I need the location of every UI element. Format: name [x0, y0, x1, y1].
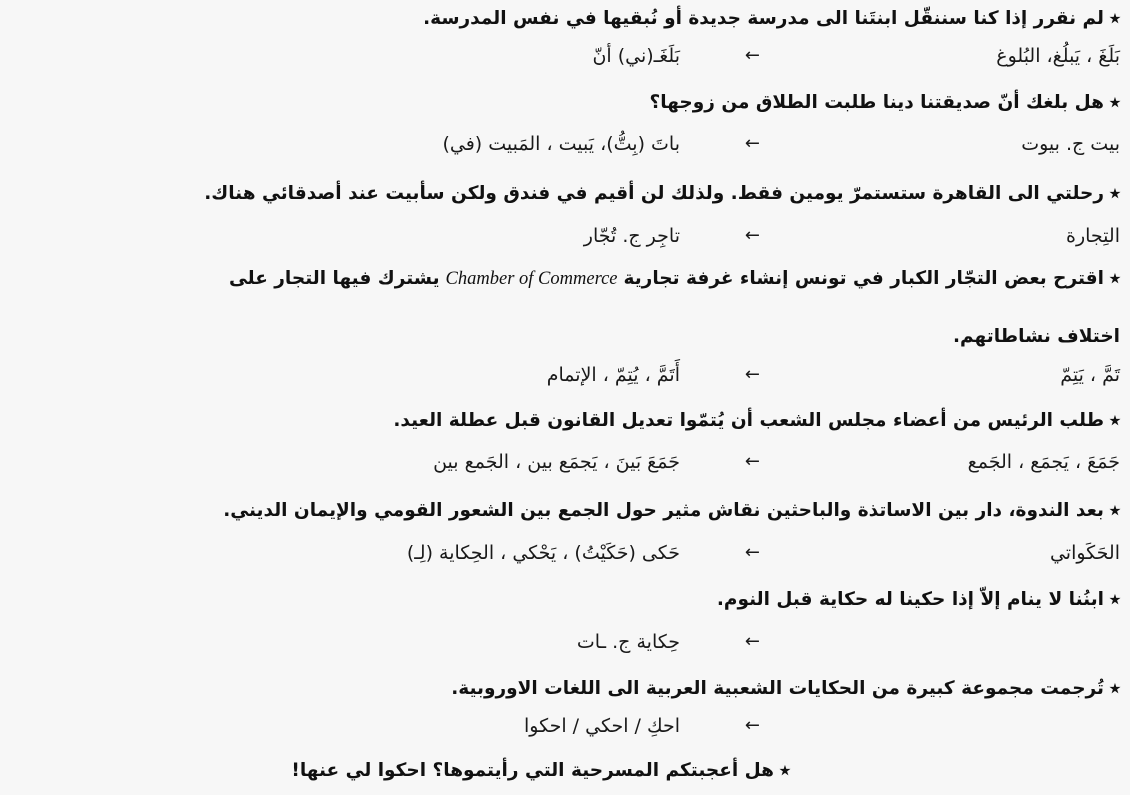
arrow-icon: ←: [744, 451, 760, 472]
sentence-text: اقترح بعض التجّار الكبار في تونس إنشاء غرفة تجارية: [623, 268, 1104, 289]
vocab-root-forms: بَلَغَ ، يَبلُغ، البُلوغ: [996, 45, 1120, 67]
sentence-text: هل بلغك أنّ صديقتنا دينا طلبت الطلاق من زوجها؟: [649, 92, 1104, 113]
arrow-icon: ←: [744, 542, 760, 563]
vocab-derived-forms: تاجِر ج. تُجّار: [583, 225, 680, 247]
sentence-text-continued: يشترك فيها التجار على: [228, 268, 440, 289]
example-sentence: [10, 678, 1120, 700]
vocab-derived-forms: بَلَغَـ(ني) أنّ: [592, 45, 680, 67]
arrow-icon: ←: [744, 715, 760, 736]
vocab-root-forms: التِجارة: [1066, 225, 1120, 247]
sentence-text: ابنُنا لا ينام إلاّ إذا حكينا له حكاية قبل النوم.: [716, 589, 1104, 610]
example-sentence: [10, 183, 1120, 205]
sentence-text: اختلاف نشاطاتهم.: [953, 326, 1120, 347]
vocab-derived-forms: أَتَمَّ ، يُتِمّ ، الإتمام: [546, 364, 680, 386]
sentence-text: هل أعجبتكم المسرحية التي رأيتموها؟ احكوا لي عنها!: [291, 760, 774, 781]
vocab-derived-forms: احكِ / احكي / احكوا: [524, 715, 680, 737]
star-bullet-icon: ⭑: [1110, 589, 1120, 610]
vocab-root-forms: الحَكَواتي: [1049, 542, 1120, 564]
star-bullet-icon: ⭑: [1110, 500, 1120, 521]
vocab-row: [10, 133, 1120, 161]
vocab-row: [10, 631, 1120, 659]
vocab-derived-forms: حِكاية ج. ـات: [576, 631, 680, 653]
sentence-text: لم نقرر إذا كنا سننقّل ابنتَنا الى مدرسة جديدة أو نُبقيها في نفس المدرسة.: [423, 8, 1104, 29]
vocab-row: [10, 45, 1120, 73]
vocab-row: [10, 451, 1120, 479]
vocab-row: [10, 542, 1120, 570]
arrow-icon: ←: [744, 364, 760, 385]
vocab-derived-forms: جَمَعَ بَينَ ، يَجمَع بين ، الجَمع بين: [433, 451, 680, 473]
vocab-root-forms: جَمَعَ ، يَجمَع ، الجَمع: [967, 451, 1120, 473]
star-bullet-icon: ⭑: [1110, 92, 1120, 113]
english-term: Chamber of Commerce: [445, 269, 618, 289]
sentence-text: بعد الندوة، دار بين الاساتذة والباحثين نقاش مثير حول الجمع بين الشعور القومي والإيمان الديني.: [223, 500, 1104, 521]
example-sentence-continuation: [10, 326, 1120, 348]
arrow-icon: ←: [744, 631, 760, 652]
star-bullet-icon: ⭑: [1110, 183, 1120, 204]
sentence-text: تُرجمت مجموعة كبيرة من الحكايات الشعبية العربية الى اللغات الاوروبية.: [451, 678, 1104, 699]
arrow-icon: ←: [744, 133, 760, 154]
example-sentence: [10, 500, 1120, 522]
vocab-root-forms: بيت ج. بيوت: [1021, 133, 1120, 155]
arrow-icon: ←: [744, 225, 760, 246]
vocab-root-forms: تَمَّ ، يَتِمّ: [1060, 364, 1120, 386]
example-sentence: [10, 760, 790, 782]
star-bullet-icon: ⭑: [1110, 410, 1120, 431]
arrow-icon: ←: [744, 45, 760, 66]
star-bullet-icon: ⭑: [780, 760, 790, 781]
vocab-derived-forms: باتَ (بِتُّ)، يَبيت ، المَبيت (في): [442, 133, 680, 155]
example-sentence: [10, 410, 1120, 432]
sentence-text: رحلتي الى القاهرة ستستمرّ يومين فقط. ولذلك لن أقيم في فندق ولكن سأبيت عند أصدقائي هناك.: [204, 183, 1104, 204]
example-sentence: [10, 268, 1120, 290]
example-sentence: [10, 92, 1120, 114]
vocab-derived-forms: حَكى (حَكَيْتُ) ، يَحْكي ، الحِكاية (لِـ): [406, 542, 680, 564]
sentence-text: طلب الرئيس من أعضاء مجلس الشعب أن يُتمّوا تعديل القانون قبل عطلة العيد.: [393, 410, 1104, 431]
example-sentence: [10, 8, 1120, 30]
star-bullet-icon: ⭑: [1110, 678, 1120, 699]
star-bullet-icon: ⭑: [1110, 8, 1120, 29]
vocab-row: [10, 364, 1120, 392]
star-bullet-icon: ⭑: [1110, 268, 1120, 289]
vocab-row: [10, 715, 1120, 743]
example-sentence: [10, 589, 1120, 611]
vocab-row: [10, 225, 1120, 253]
